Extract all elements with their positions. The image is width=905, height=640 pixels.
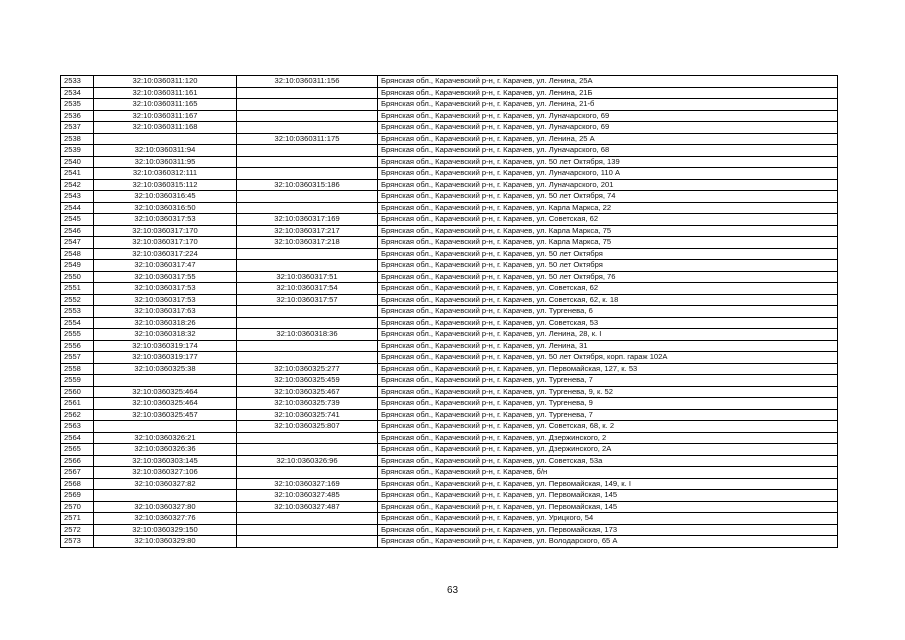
related-cadastral-number <box>237 340 378 352</box>
row-number: 2537 <box>61 122 94 134</box>
table-row <box>61 99 838 111</box>
table-row <box>61 467 838 479</box>
related-cadastral-number: 32:10:0360325:741 <box>237 409 378 421</box>
address: Брянская обл., Карачевский р-н, г. Карачев, ул. Советская, 68, к. 2 <box>378 421 838 433</box>
address: Брянская обл., Карачевский р-н, г. Карачев, ул. Дзержинского, 2 <box>378 432 838 444</box>
row-number: 2549 <box>61 260 94 272</box>
table-row <box>61 478 838 490</box>
related-cadastral-number <box>237 260 378 272</box>
row-number: 2535 <box>61 99 94 111</box>
row-number: 2568 <box>61 478 94 490</box>
related-cadastral-number: 32:10:0360325:277 <box>237 363 378 375</box>
cadastral-number: 32:10:0360317:63 <box>94 306 237 318</box>
table-row <box>61 225 838 237</box>
related-cadastral-number: 32:10:0360327:485 <box>237 490 378 502</box>
cadastral-number: 32:10:0360315:112 <box>94 179 237 191</box>
related-cadastral-number <box>237 513 378 525</box>
address: Брянская обл., Карачевский р-н, г. Карачев, ул. Первомайская, 149, к. I <box>378 478 838 490</box>
address: Брянская обл., Карачевский р-н, г. Карачев, ул. Первомайская, 145 <box>378 501 838 513</box>
row-number: 2550 <box>61 271 94 283</box>
table-row <box>61 375 838 387</box>
cadastral-number: 32:10:0360319:177 <box>94 352 237 364</box>
row-number: 2560 <box>61 386 94 398</box>
row-number: 2536 <box>61 110 94 122</box>
address: Брянская обл., Карачевский р-н, г. Карачев, ул. Ленина, 21-б <box>378 99 838 111</box>
related-cadastral-number: 32:10:0360325:467 <box>237 386 378 398</box>
related-cadastral-number <box>237 156 378 168</box>
related-cadastral-number <box>237 524 378 536</box>
address: Брянская обл., Карачевский р-н, г. Карачев, ул. Советская, 62 <box>378 214 838 226</box>
address: Брянская обл., Карачевский р-н, г. Карачев, ул. 50 лет Октября <box>378 260 838 272</box>
cadastral-number: 32:10:0360329:150 <box>94 524 237 536</box>
related-cadastral-number <box>237 444 378 456</box>
cadastral-number: 32:10:0360318:32 <box>94 329 237 341</box>
table-row <box>61 76 838 88</box>
row-number: 2566 <box>61 455 94 467</box>
cadastral-number: 32:10:0360327:80 <box>94 501 237 513</box>
row-number: 2557 <box>61 352 94 364</box>
cadastral-number: 32:10:0360319:174 <box>94 340 237 352</box>
row-number: 2559 <box>61 375 94 387</box>
cadastral-number: 32:10:0360317:170 <box>94 225 237 237</box>
related-cadastral-number: 32:10:0360311:156 <box>237 76 378 88</box>
address: Брянская обл., Карачевский р-н, г. Карачев, ул. Советская, 53а <box>378 455 838 467</box>
cadastral-number: 32:10:0360311:94 <box>94 145 237 157</box>
address: Брянская обл., Карачевский р-н, г. Карачев, ул. Ленина, 31 <box>378 340 838 352</box>
cadastral-number: 32:10:0360311:168 <box>94 122 237 134</box>
address: Брянская обл., Карачевский р-н, г. Карачев, ул. Тургенева, 9 <box>378 398 838 410</box>
row-number: 2572 <box>61 524 94 536</box>
cadastral-number: 32:10:0360317:53 <box>94 214 237 226</box>
cadastral-number: 32:10:0360312:111 <box>94 168 237 180</box>
row-number: 2562 <box>61 409 94 421</box>
cadastral-number <box>94 421 237 433</box>
cadastral-number: 32:10:0360317:47 <box>94 260 237 272</box>
address: Брянская обл., Карачевский р-н, г. Карачев, ул. Советская, 62 <box>378 283 838 295</box>
address: Брянская обл., Карачевский р-н, г. Карачев, б/н <box>378 467 838 479</box>
related-cadastral-number <box>237 145 378 157</box>
cadastral-number: 32:10:0360311:167 <box>94 110 237 122</box>
table-row <box>61 317 838 329</box>
cadastral-number: 32:10:0360325:457 <box>94 409 237 421</box>
address: Брянская обл., Карачевский р-н, г. Карачев, ул. Урицкого, 54 <box>378 513 838 525</box>
table-row <box>61 260 838 272</box>
row-number: 2553 <box>61 306 94 318</box>
related-cadastral-number: 32:10:0360317:218 <box>237 237 378 249</box>
table-row <box>61 444 838 456</box>
related-cadastral-number <box>237 87 378 99</box>
address: Брянская обл., Карачевский р-н, г. Карачев, ул. Ленина, 25А <box>378 76 838 88</box>
address: Брянская обл., Карачевский р-н, г. Карачев, ул. 50 лет Октября, 76 <box>378 271 838 283</box>
address: Брянская обл., Карачевский р-н, г. Карачев, ул. Тургенева, 7 <box>378 375 838 387</box>
cadastral-number: 32:10:0360303:145 <box>94 455 237 467</box>
address: Брянская обл., Карачевский р-н, г. Карачев, ул. 50 лет Октября <box>378 248 838 260</box>
related-cadastral-number: 32:10:0360327:487 <box>237 501 378 513</box>
cadastral-number: 32:10:0360317:53 <box>94 283 237 295</box>
address: Брянская обл., Карачевский р-н, г. Карачев, ул. Ленина, 21Б <box>378 87 838 99</box>
cadastral-number <box>94 490 237 502</box>
related-cadastral-number: 32:10:0360317:54 <box>237 283 378 295</box>
cadastral-number: 32:10:0360317:53 <box>94 294 237 306</box>
address: Брянская обл., Карачевский р-н, г. Карачев, ул. Дзержинского, 2А <box>378 444 838 456</box>
row-number: 2555 <box>61 329 94 341</box>
table-row <box>61 340 838 352</box>
table-row <box>61 122 838 134</box>
related-cadastral-number <box>237 467 378 479</box>
table-row <box>61 271 838 283</box>
page-number: 63 <box>446 585 459 596</box>
address: Брянская обл., Карачевский р-н, г. Карачев, ул. 50 лет Октября, 74 <box>378 191 838 203</box>
related-cadastral-number <box>237 306 378 318</box>
cadastral-number: 32:10:0360317:55 <box>94 271 237 283</box>
row-number: 2556 <box>61 340 94 352</box>
address: Брянская обл., Карачевский р-н, г. Карачев, ул. 50 лет Октября, 139 <box>378 156 838 168</box>
related-cadastral-number: 32:10:0360315:186 <box>237 179 378 191</box>
table-row <box>61 421 838 433</box>
related-cadastral-number <box>237 248 378 260</box>
related-cadastral-number: 32:10:0360317:57 <box>237 294 378 306</box>
address: Брянская обл., Карачевский р-н, г. Карачев, ул. Советская, 62, к. 18 <box>378 294 838 306</box>
cadastral-number: 32:10:0360326:21 <box>94 432 237 444</box>
table-row <box>61 133 838 145</box>
table-row <box>61 432 838 444</box>
table-body <box>61 76 838 548</box>
table-row <box>61 283 838 295</box>
cadastral-number: 32:10:0360329:80 <box>94 536 237 548</box>
related-cadastral-number: 32:10:0360326:96 <box>237 455 378 467</box>
cadastral-number: 32:10:0360317:224 <box>94 248 237 260</box>
cadastral-number: 32:10:0360325:464 <box>94 386 237 398</box>
table-row <box>61 306 838 318</box>
cadastral-number: 32:10:0360325:464 <box>94 398 237 410</box>
row-number: 2561 <box>61 398 94 410</box>
cadastral-number: 32:10:0360327:106 <box>94 467 237 479</box>
address: Брянская обл., Карачевский р-н, г. Карачев, ул. Карла Маркса, 22 <box>378 202 838 214</box>
table-row <box>61 409 838 421</box>
cadastral-number: 32:10:0360311:95 <box>94 156 237 168</box>
table-row <box>61 87 838 99</box>
row-number: 2539 <box>61 145 94 157</box>
table-row <box>61 237 838 249</box>
row-number: 2563 <box>61 421 94 433</box>
related-cadastral-number <box>237 168 378 180</box>
address: Брянская обл., Карачевский р-н, г. Карачев, ул. Карла Маркса, 75 <box>378 225 838 237</box>
table-row <box>61 501 838 513</box>
table-row <box>61 214 838 226</box>
row-number: 2551 <box>61 283 94 295</box>
related-cadastral-number: 32:10:0360318:36 <box>237 329 378 341</box>
address: Брянская обл., Карачевский р-н, г. Карачев, ул. Луначарского, 201 <box>378 179 838 191</box>
address: Брянская обл., Карачевский р-н, г. Карачев, ул. Ленина, 28, к. I <box>378 329 838 341</box>
row-number: 2570 <box>61 501 94 513</box>
row-number: 2552 <box>61 294 94 306</box>
row-number: 2540 <box>61 156 94 168</box>
row-number: 2546 <box>61 225 94 237</box>
related-cadastral-number: 32:10:0360317:51 <box>237 271 378 283</box>
address: Брянская обл., Карачевский р-н, г. Карачев, ул. Тургенева, 7 <box>378 409 838 421</box>
table-row <box>61 398 838 410</box>
table-row <box>61 110 838 122</box>
row-number: 2544 <box>61 202 94 214</box>
row-number: 2567 <box>61 467 94 479</box>
address: Брянская обл., Карачевский р-н, г. Карачев, ул. Луначарского, 69 <box>378 110 838 122</box>
row-number: 2543 <box>61 191 94 203</box>
address: Брянская обл., Карачевский р-н, г. Карачев, ул. Советская, 53 <box>378 317 838 329</box>
table-row <box>61 490 838 502</box>
row-number: 2558 <box>61 363 94 375</box>
related-cadastral-number <box>237 99 378 111</box>
address: Брянская обл., Карачевский р-н, г. Карачев, ул. Первомайская, 127, к. 53 <box>378 363 838 375</box>
row-number: 2565 <box>61 444 94 456</box>
table-row <box>61 524 838 536</box>
address: Брянская обл., Карачевский р-н, г. Карачев, ул. Тургенева, 6 <box>378 306 838 318</box>
cadastral-number: 32:10:0360311:120 <box>94 76 237 88</box>
row-number: 2569 <box>61 490 94 502</box>
address: Брянская обл., Карачевский р-н, г. Карачев, ул. Луначарского, 69 <box>378 122 838 134</box>
address: Брянская обл., Карачевский р-н, г. Карачев, ул. Карла Маркса, 75 <box>378 237 838 249</box>
address: Брянская обл., Карачевский р-н, г. Карачев, ул. Луначарского, 110 А <box>378 168 838 180</box>
row-number: 2564 <box>61 432 94 444</box>
row-number: 2545 <box>61 214 94 226</box>
row-number: 2554 <box>61 317 94 329</box>
address: Брянская обл., Карачевский р-н, г. Карачев, ул. Тургенева, 9, к. 52 <box>378 386 838 398</box>
related-cadastral-number: 32:10:0360325:459 <box>237 375 378 387</box>
related-cadastral-number: 32:10:0360325:807 <box>237 421 378 433</box>
table-row <box>61 352 838 364</box>
related-cadastral-number <box>237 110 378 122</box>
table-row <box>61 536 838 548</box>
row-number: 2571 <box>61 513 94 525</box>
related-cadastral-number: 32:10:0360317:217 <box>237 225 378 237</box>
cadastral-number: 32:10:0360311:161 <box>94 87 237 99</box>
related-cadastral-number <box>237 317 378 329</box>
related-cadastral-number: 32:10:0360327:169 <box>237 478 378 490</box>
row-number: 2548 <box>61 248 94 260</box>
related-cadastral-number <box>237 352 378 364</box>
related-cadastral-number: 32:10:0360311:175 <box>237 133 378 145</box>
cadastral-number: 32:10:0360317:170 <box>94 237 237 249</box>
cadastral-number: 32:10:0360327:76 <box>94 513 237 525</box>
cadastral-number <box>94 133 237 145</box>
row-number: 2533 <box>61 76 94 88</box>
cadastral-number: 32:10:0360311:165 <box>94 99 237 111</box>
cadastral-number: 32:10:0360325:38 <box>94 363 237 375</box>
address: Брянская обл., Карачевский р-н, г. Карачев, ул. Володарского, 65 А <box>378 536 838 548</box>
table-row <box>61 294 838 306</box>
table-row <box>61 168 838 180</box>
table-row <box>61 179 838 191</box>
cadastral-number: 32:10:0360316:50 <box>94 202 237 214</box>
table-row <box>61 329 838 341</box>
row-number: 2538 <box>61 133 94 145</box>
table-row <box>61 455 838 467</box>
related-cadastral-number <box>237 202 378 214</box>
cadastral-table <box>60 75 838 548</box>
cadastral-number: 32:10:0360316:45 <box>94 191 237 203</box>
cadastral-number: 32:10:0360327:82 <box>94 478 237 490</box>
table-row <box>61 513 838 525</box>
table-row <box>61 248 838 260</box>
row-number: 2547 <box>61 237 94 249</box>
row-number: 2573 <box>61 536 94 548</box>
address: Брянская обл., Карачевский р-н, г. Карачев, ул. Первомайская, 173 <box>378 524 838 536</box>
row-number: 2541 <box>61 168 94 180</box>
table-row <box>61 386 838 398</box>
related-cadastral-number <box>237 122 378 134</box>
table-row <box>61 202 838 214</box>
table-row <box>61 145 838 157</box>
cadastral-number: 32:10:0360318:26 <box>94 317 237 329</box>
related-cadastral-number <box>237 536 378 548</box>
address: Брянская обл., Карачевский р-н, г. Карачев, ул. Луначарского, 68 <box>378 145 838 157</box>
cadastral-number <box>94 375 237 387</box>
related-cadastral-number: 32:10:0360325:739 <box>237 398 378 410</box>
address: Брянская обл., Карачевский р-н, г. Карачев, ул. 50 лет Октября, корп. гараж 102А <box>378 352 838 364</box>
row-number: 2534 <box>61 87 94 99</box>
table-row <box>61 363 838 375</box>
address: Брянская обл., Карачевский р-н, г. Карачев, ул. Первомайская, 145 <box>378 490 838 502</box>
cadastral-number: 32:10:0360326:36 <box>94 444 237 456</box>
address: Брянская обл., Карачевский р-н, г. Карачев, ул. Ленина, 25 А <box>378 133 838 145</box>
row-number: 2542 <box>61 179 94 191</box>
table-row <box>61 191 838 203</box>
related-cadastral-number <box>237 191 378 203</box>
related-cadastral-number <box>237 432 378 444</box>
table-row <box>61 156 838 168</box>
related-cadastral-number: 32:10:0360317:169 <box>237 214 378 226</box>
